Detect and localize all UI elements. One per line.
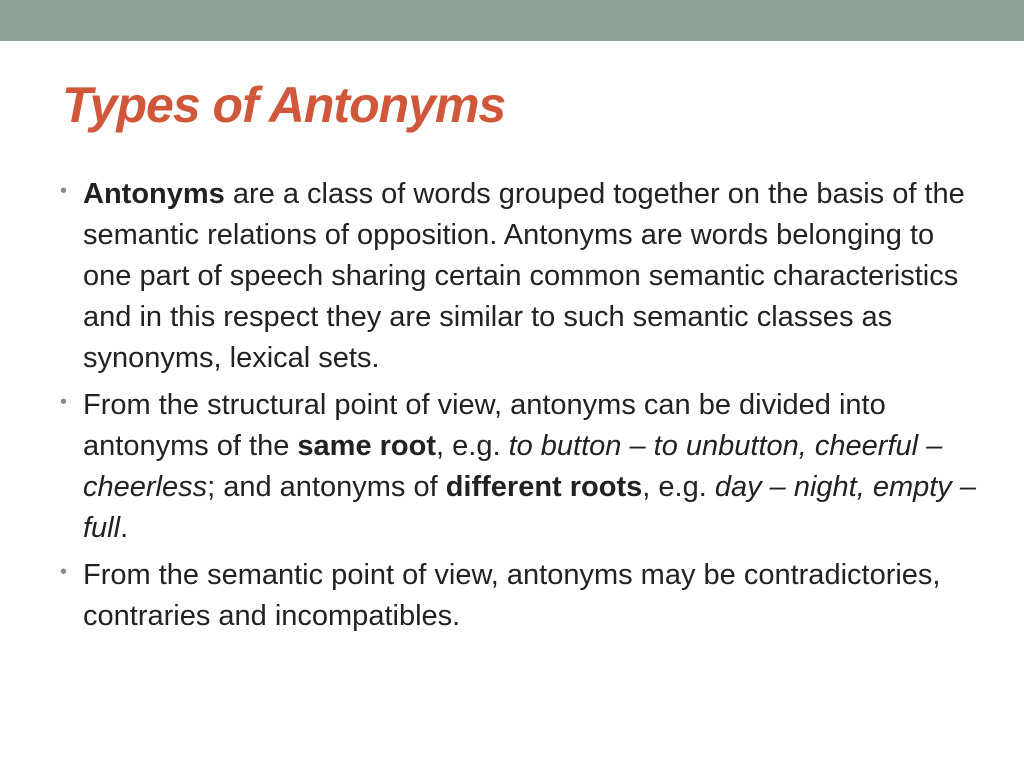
bullet-segment: From the structural point of view, antonyms can be divided into antonyms of the bbox=[83, 389, 886, 462]
slide-title: Types of Antonyms bbox=[62, 77, 506, 133]
bullet-item bbox=[60, 385, 980, 549]
bullet-segment: From the semantic point of view, antonyms may be contradictories, contraries and incompatibles. bbox=[83, 559, 941, 632]
bullet-segment: , e.g. bbox=[436, 430, 509, 462]
bullet-segment: . bbox=[120, 512, 129, 544]
bullet-segment: day – night, empty – full bbox=[83, 471, 976, 544]
bullet-text bbox=[83, 178, 965, 374]
bullet-dot-icon: • bbox=[60, 391, 68, 413]
bullet-text bbox=[83, 389, 976, 544]
bullet-dot-icon: • bbox=[60, 180, 68, 202]
bullet-segment: Antonyms bbox=[83, 178, 225, 210]
bullet-item bbox=[60, 555, 980, 637]
bullet-segment: are a class of words grouped together on the basis of the semantic relations of opposition. Antonyms are words belonging to one part of speech sharing certain common semantic characteristics and in this respect they are similar to such semantic classes as synonyms, lexical sets. bbox=[83, 178, 965, 374]
bullet-segment: same root bbox=[297, 430, 437, 462]
bullet-segment: , e.g. bbox=[642, 471, 715, 503]
bullet-text bbox=[83, 559, 940, 632]
bullet-list bbox=[60, 174, 980, 643]
bullet-segment: to button – to unbutton, cheerful – cheerless bbox=[83, 430, 943, 503]
bullet-dot-icon: • bbox=[60, 561, 68, 583]
top-accent-band bbox=[0, 0, 1024, 41]
bullet-item bbox=[60, 174, 980, 379]
bullet-segment: ; and antonyms of bbox=[207, 471, 446, 503]
bullet-segment: different roots bbox=[445, 471, 643, 503]
